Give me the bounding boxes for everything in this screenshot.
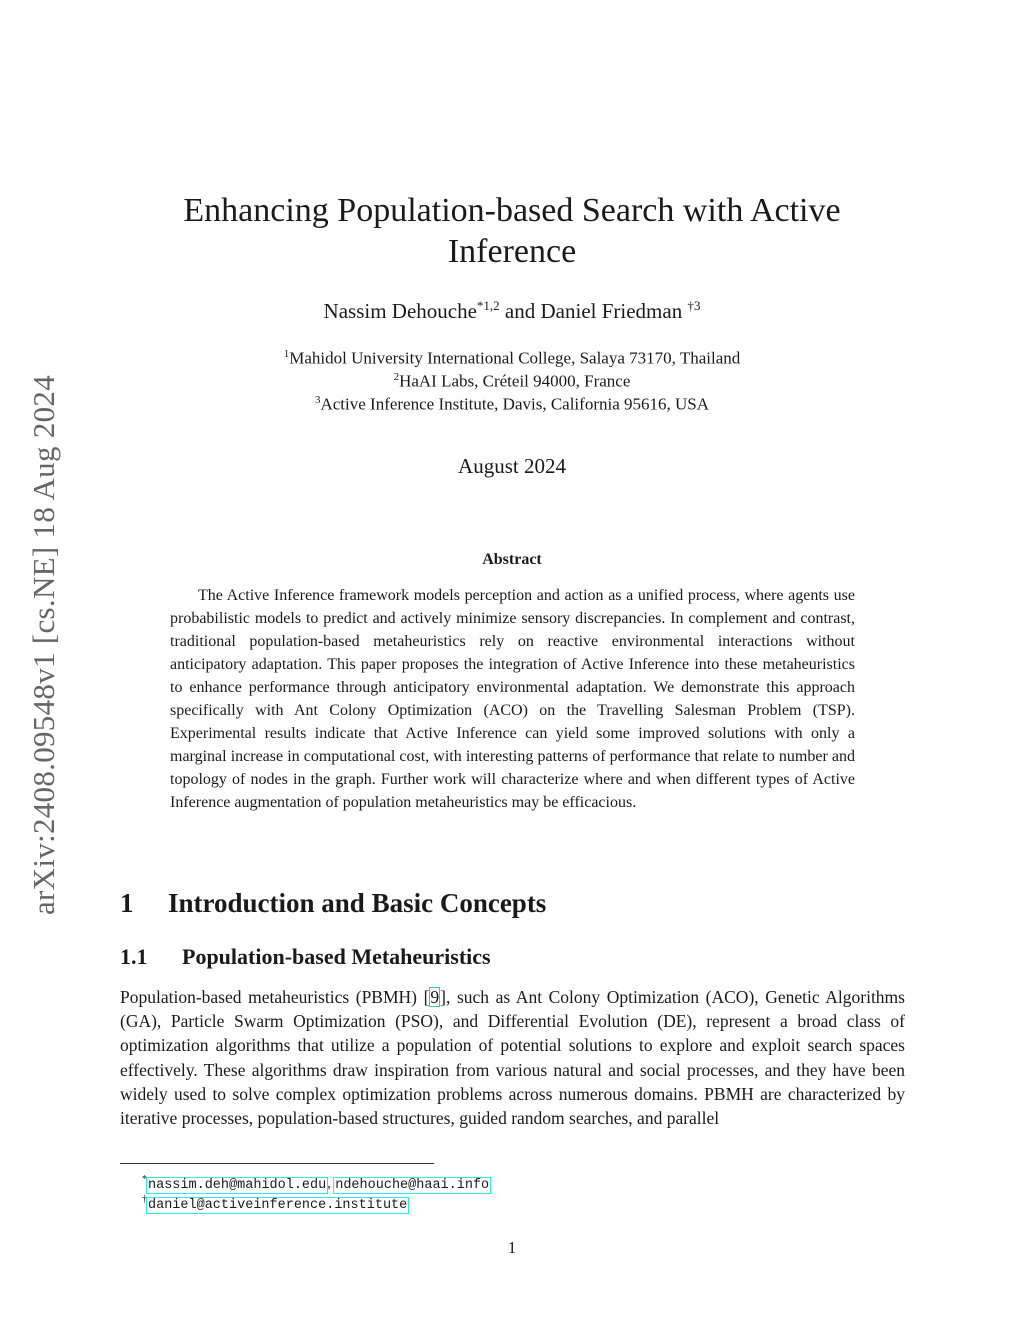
intro-text-start: Population-based metaheuristics (PBMH) [ — [120, 987, 430, 1007]
arxiv-identifier: arXiv:2408.09548v1 [cs.NE] 18 Aug 2024 — [26, 374, 61, 916]
abstract-heading: Abstract — [482, 551, 542, 568]
author-connector: and — [504, 299, 536, 323]
citation-link[interactable]: 9 — [430, 987, 440, 1007]
affiliation-mark: 1 — [283, 348, 290, 360]
author-name: Nassim Dehouche — [323, 299, 477, 323]
paper-date: August 2024 — [458, 454, 566, 478]
affiliation-mark: 3 — [314, 394, 321, 406]
footnote-divider — [120, 1163, 434, 1164]
intro-paragraph — [120, 985, 905, 1130]
affiliation — [0, 348, 1024, 369]
email-link[interactable]: nassim.deh@mahidol.edu — [148, 1177, 327, 1193]
paper-title-line-1: Enhancing Population-based Search with Active — [183, 192, 841, 229]
section-title: Introduction and Basic Concepts — [168, 888, 547, 918]
abstract-body: The Active Inference framework models perception and action as a unified process, where agents use probabilistic models to predict and actively minimize sensory discrepancies. In complement and contrast, traditional population-based metaheuristics rely on reactive environmental interactions without anticipatory adaptation. This paper proposes the integration of Active Inference into these metaheuristics to enhance performance through anticipatory environmental adaptation. We demonstrate this approach specifically with Ant Colony Optimization (ACO) on the Travelling Salesman Problem (TSP). Experimental results indicate that Active Inference can yield some improved solutions with only a marginal increase in computational cost, with interesting patterns of performance that relate to number and topology of nodes in the graph. Further work will characterize where and when different types of Active Inference augmentation of population metaheuristics may be efficacious. — [170, 587, 855, 811]
footnote — [142, 1190, 408, 1216]
subsection-number: 1.1 — [120, 944, 148, 969]
author-list — [0, 298, 1024, 324]
affiliation — [0, 394, 1024, 415]
section-heading — [120, 888, 546, 919]
page-number: 1 — [507, 1238, 517, 1257]
email-link[interactable]: ndehouche@haai.info — [335, 1177, 490, 1193]
affiliation-mark: 2 — [393, 371, 400, 383]
affiliation-text: Mahidol University International College, Salaya 73170, Thailand — [289, 348, 741, 368]
author-name: Daniel Friedman — [540, 299, 683, 323]
author-affiliation-marks: †3 — [687, 298, 701, 313]
affiliation-text: Active Inference Institute, Davis, California 95616, USA — [320, 394, 710, 414]
footnote-mark: * — [142, 1174, 147, 1185]
paper-title — [0, 190, 1024, 272]
subsection-title: Population-based Metaheuristics — [182, 944, 491, 969]
section-number: 1 — [120, 888, 134, 918]
affiliation — [0, 371, 1024, 392]
paper-title-line-2: Inference — [447, 233, 577, 270]
footnote-separator: , — [327, 1176, 331, 1192]
subsection-heading — [120, 944, 491, 970]
intro-text-rest: ], such as Ant Colony Optimization (ACO), Genetic Algorithms (GA), Particle Swarm Optimization (PSO), and Differential Evolution (DE), represent a broad class of optimization algorithms that utilize a population of potential solutions to explore and exploit search spaces effectively. These algorithms draw inspiration from various natural and social processes, and they have been widely used to solve complex optimization problems across numerous domains. PBMH are characterized by iterative processes, population-based structures, guided random searches, and parallel — [120, 987, 905, 1129]
footnote-mark: † — [142, 1194, 147, 1205]
email-link[interactable]: daniel@activeinference.institute — [148, 1197, 408, 1213]
author-affiliation-marks: *1,2 — [476, 298, 500, 313]
affiliation-text: HaAI Labs, Créteil 94000, France — [399, 371, 631, 391]
